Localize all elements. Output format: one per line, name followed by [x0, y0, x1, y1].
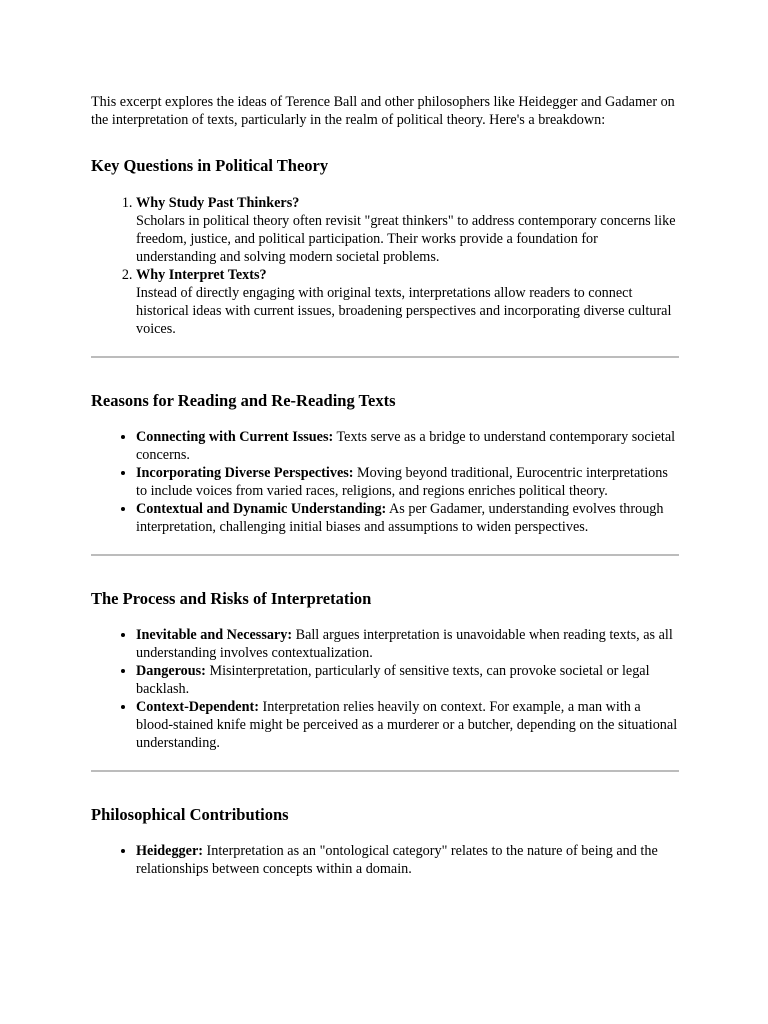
item-term: Context-Dependent: — [136, 699, 259, 715]
section-divider — [91, 356, 679, 358]
item-text: Misinterpretation, particularly of sensitive texts, can provoke societal or legal backlash. — [136, 663, 650, 697]
item-body: Instead of directly engaging with original texts, interpretations allow readers to connect historical ideas with current issues, broadening perspectives and incorporating diverse cultural voices. — [136, 285, 672, 337]
item-term: Dangerous: — [136, 663, 206, 679]
section-divider — [91, 770, 679, 772]
section-heading-philosophical: Philosophical Contributions — [91, 805, 289, 824]
process-risks-list — [91, 626, 679, 752]
list-item — [136, 662, 679, 698]
list-item — [136, 500, 679, 536]
item-term: Connecting with Current Issues: — [136, 429, 334, 445]
item-text: Interpretation relies heavily on context. For example, a man with a blood-stained knife might be perceived as a murderer or a butcher, depending on the situational understanding. — [136, 699, 678, 751]
list-item — [136, 842, 679, 878]
item-title: Why Study Past Thinkers? — [136, 195, 300, 211]
section-divider — [91, 554, 679, 556]
list-item — [136, 698, 679, 752]
reasons-list — [91, 428, 679, 536]
list-item — [136, 194, 679, 266]
item-term: Inevitable and Necessary: — [136, 627, 293, 643]
philosophical-list — [91, 842, 679, 878]
item-term: Contextual and Dynamic Understanding: — [136, 501, 387, 517]
item-text: Texts serve as a bridge to understand contemporary societal concerns. — [136, 429, 676, 463]
key-questions-list — [91, 194, 679, 338]
document-page — [91, 93, 679, 878]
item-text: As per Gadamer, understanding evolves through interpretation, challenging initial biases and assumptions to widen perspectives. — [136, 501, 664, 535]
section-heading-process-risks: The Process and Risks of Interpretation — [91, 589, 372, 608]
list-item — [136, 428, 679, 464]
item-text: Moving beyond traditional, Eurocentric interpretations to include voices from varied races, religions, and regions enriches political theory. — [136, 465, 668, 499]
intro-paragraph: This excerpt explores the ideas of Terence Ball and other philosophers like Heidegger and Gadamer on the interpretation of texts, particularly in the realm of political theory. Here's a breakdown: — [91, 94, 675, 128]
list-item — [136, 626, 679, 662]
list-item — [136, 266, 679, 338]
item-term: Heidegger: — [136, 843, 203, 859]
item-term: Incorporating Diverse Perspectives: — [136, 465, 354, 481]
item-text: Interpretation as an "ontological category" relates to the nature of being and the relationships between concepts within a domain. — [136, 843, 658, 877]
item-body: Scholars in political theory often revisit "great thinkers" to address contemporary concerns like freedom, justice, and political participation. Their works provide a foundation for understanding and solving modern societal problems. — [136, 213, 676, 265]
item-text: Ball argues interpretation is unavoidable when reading texts, as all understanding involves contextualization. — [136, 627, 673, 661]
section-heading-key-questions: Key Questions in Political Theory — [91, 156, 329, 175]
item-title: Why Interpret Texts? — [136, 267, 267, 283]
list-item — [136, 464, 679, 500]
section-heading-reasons: Reasons for Reading and Re-Reading Texts — [91, 391, 396, 410]
